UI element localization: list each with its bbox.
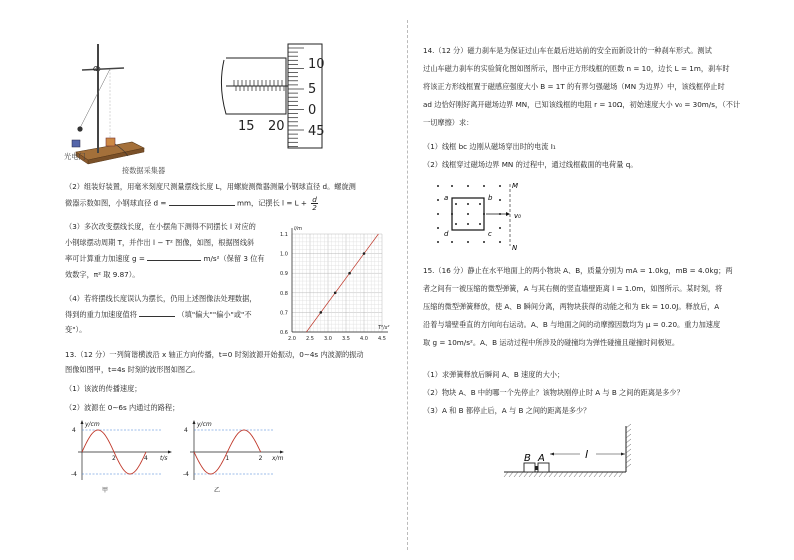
q15-sub1: （1）求弹簧释放后瞬间 A、B 速度的大小； [423,370,565,379]
ground-hatch-line [604,472,608,477]
q12-p3-line4: 效数字，π² 取 9.87）。 [65,270,140,279]
q12-p3-line3 [65,254,265,263]
ground-hatch-line [569,472,573,477]
x-tick-label: 2.0 [288,336,296,342]
q13-sub1: （1）该波的传播速度； [65,384,142,393]
y-tick-label: 4 [184,427,188,434]
ground-hatch-line [519,472,523,477]
q12-p2-text-a: 微器示数如图，小钢球直径 d = [65,198,167,208]
x-axis-label: T²/s² [378,325,390,331]
wall-hatch-line [626,424,631,428]
block-B-label: B [524,453,531,464]
wall-hatch-line [626,444,631,448]
x-tick-label: 4 [144,455,148,462]
y-tick-label: 4 [72,427,76,434]
x-tick-label: 2 [258,455,263,462]
q12-p3-text-b: m/s²（保留 3 位有 [203,254,265,263]
y-axis-arrow [193,420,196,424]
y-tick-label: 0.8 [280,290,288,297]
y-tick-label: 0.6 [280,330,288,336]
wall-hatch-line [626,459,631,463]
field-dot [467,213,469,215]
q12-p2-line1: （2）组装好装置，用毫米刻度尺测量摆线长度 L，用螺旋测微器测量小钢球直径 d。螺旋测 [65,182,356,191]
sleeve-number-15: 15 [238,119,255,134]
q12-p4-line1: （4）若将摆线长度误认为摆长，仍用上述图像法处理数据， [65,294,257,303]
distance-l-label: l [585,448,589,461]
field-dot [499,227,501,229]
ground-hatch-line [539,472,543,477]
corner-a-label: a [444,194,449,202]
vibration-graph-jia [66,418,176,500]
field-dot [467,241,469,243]
x-axis-arrow [168,451,172,454]
ground-hatch-line [609,472,613,477]
half-diameter-fraction [311,196,318,211]
q12-p2-text-b: mm，记摆长 l = L + [237,198,307,208]
q15-line2: 者之间有一被压缩的微型弹簧，A 与其右侧的竖直墙壁距离 l = 1.0m，如图所示。某时刻，将 [423,284,723,293]
field-dot [467,185,469,187]
q12-p3-text-a: 率可计算重力加速度 g = [65,254,145,263]
q14-sub2: （2）线框穿过磁场边界 MN 的过程中，通过线框截面的电荷量 q。 [423,160,638,169]
data-collector-label: 接数据采集器 [122,166,166,175]
ground-hatch-line [524,472,528,477]
photogate-label: 光电门 [64,152,86,161]
q14-line4: ad 边恰好刚好离开磁场边界 MN，已知该线框的电阻 r = 10Ω，初始速度大小 v₀ = 30m/s，（不计 [423,100,741,109]
field-dot [483,185,485,187]
field-dot [455,203,457,205]
ground-hatch-line [544,472,548,477]
y-tick-label: 0.9 [280,271,288,278]
field-dot [455,223,457,225]
x-tick-label: 1 [225,455,230,462]
q13-sub2: （2）波源在 0∼6s 内通过的路程； [65,403,180,412]
q15-sub3: （3）A 和 B 都停止后，A 与 B 之间的距离是多少？ [423,406,591,415]
data-point [334,292,337,295]
sleeve-number-20: 20 [268,119,285,134]
ground-hatch-line [514,472,518,477]
y-axis-label: l/m [294,226,302,232]
x-tick-label: 2.5 [306,336,314,342]
x-axis-label: x/m [272,455,284,462]
ground-hatch-line [584,472,588,477]
ground-hatch-line [574,472,578,477]
wall-hatch-line [626,454,631,458]
field-dot [451,185,453,187]
ground-hatch-line [554,472,558,477]
q12-p4-line3: 变"）。 [65,325,87,334]
velocity-label: v₀ [514,212,521,220]
y-tick-label: 1.1 [280,232,288,238]
ground-hatch-line [619,472,623,477]
wave-graph-yi [178,418,288,500]
x-tick-label: 2 [112,455,116,462]
field-dot [437,199,439,201]
field-dot [437,241,439,243]
diameter-answer-blank[interactable] [169,199,235,206]
figure-caption: 乙 [214,487,221,494]
y-tick-label: 1.0 [280,251,288,258]
q13-line1: 13.（12 分）一列简谐横波沿 x 轴正方向传播，t=0 时刻波源开始振动，0∼4s 内波源的振动 [65,350,364,359]
x-tick-label: 4.5 [378,336,386,342]
x-axis-arrow [280,451,284,454]
field-dot [499,199,501,201]
block-A-label: A [538,453,545,464]
x-tick-label: 4.0 [360,336,368,342]
q12-p4-text-b: （填"偏大""偏小"或"不 [177,310,252,319]
x-tick-label: 3.0 [324,336,332,342]
field-dot [479,223,481,225]
corner-b-label: b [488,194,493,202]
data-point [348,272,351,275]
corner-d-label: d [444,230,449,238]
q12-p3-line2: 小钢球摆动周期 T，并作出 l − T² 图像，如图，根据图线斜 [65,238,255,247]
ground-hatch-line [614,472,618,477]
pendulum-apparatus-figure [62,40,162,170]
figure-caption: 甲 [102,487,109,494]
fraction-denominator: 2 [312,203,317,212]
field-dot [483,241,485,243]
boundary-N-label: N [512,244,518,252]
field-dot [437,227,439,229]
thimble-number-5: 5 [308,82,317,97]
l-vs-T2-chart [278,224,404,346]
wall-hatch-line [626,429,631,433]
x-tick-label: 3.5 [342,336,350,342]
q13-line2: 图像如图甲，t=4s 时刻的波形图如图乙。 [65,365,200,374]
q14-line3: 将该正方形线框置于磁感应强度大小 B = 1T 的有界匀强磁场（MN 为边界）中，该线框停止时 [423,82,725,91]
q15-line5: 取 g = 10m/s²。A、B 运动过程中所涉及的碰撞均为弹性碰撞且碰撞时间极短。 [423,338,680,347]
y-tick-label: -4 [71,471,77,478]
ground-hatch-line [579,472,583,477]
ground-hatch-line [599,472,603,477]
data-point [363,252,366,255]
q12-p4-line2 [65,310,252,319]
ground-hatch-line [564,472,568,477]
thimble-number-10: 10 [308,57,325,72]
ground-hatch-line [509,472,513,477]
data-point [320,311,323,314]
field-dot [437,213,439,215]
ground-hatch-line [559,472,563,477]
thimble-number-0: 0 [308,103,317,118]
q15-line1: 15.（16 分）静止在水平地面上的两小物块 A、B，质量分别为 mA = 1.0kg，mB = 4.0kg；两 [423,266,733,275]
q14-line2: 过山车磁力刹车的实验简化图如图所示，图中正方形线框的匝数 n = 10，边长 L = 1m，刹车时 [423,64,730,73]
ground-hatch-line [549,472,553,477]
ground-hatch-line [529,472,533,477]
q15-line3: 压缩的微型弹簧释放，使 A、B 瞬间分离，两物块获得的动能之和为 Ek = 10.0J。释放后，A [423,302,720,311]
field-dot [437,185,439,187]
wall-hatch-line [626,449,631,453]
boundary-M-label: M [512,182,519,190]
field-dot [499,241,501,243]
ground-hatch-line [589,472,593,477]
wall-hatch-line [626,439,631,443]
q15-line4: 沿着与墙壁垂直的方向向右运动。A、B 与地面之间的动摩擦因数均为 μ = 0.20。重力加速度 [423,320,721,329]
blocks-wall-figure [500,420,650,482]
wall-hatch-line [626,434,631,438]
field-dot [467,203,469,205]
field-dot [467,223,469,225]
ground-hatch-line [534,472,538,477]
field-dot [451,241,453,243]
column-divider [407,20,408,550]
corner-c-label: c [488,230,492,238]
fraction-numerator: d [312,195,317,204]
field-dot [479,203,481,205]
q12-p2-line2 [65,196,318,211]
micrometer-figure [216,38,336,163]
y-axis-arrow [81,420,84,424]
thimble-number-45: 45 [308,124,325,139]
y-axis-label: y/cm [197,421,212,428]
y-axis-label: y/cm [85,421,100,428]
q14-line5: 一切摩擦）求： [423,118,474,127]
field-dot [499,185,501,187]
ground-hatch-line [594,472,598,477]
q15-sub2: （2）物块 A、B 中的哪一个先停止？该物块刚停止时 A 与 B 之间的距离是多少？ [423,388,684,397]
wall-hatch-line [626,464,631,468]
q12-p3-line1: （3）多次改变摆线长度，在小摆角下测得不同摆长 l 对应的 [65,222,256,231]
x-axis-label: t/s [160,455,168,462]
pendulum-pivot-label: O [93,64,99,73]
gravity-answer-blank[interactable] [147,254,201,261]
effect-answer-blank[interactable] [139,310,175,317]
magnetic-field-figure [428,178,538,252]
y-tick-label: -4 [183,471,189,478]
q14-line1: 14.（12 分）磁力刹车是为保证过山车在最后进站前的安全而新设计的一种刹车形式。测试 [423,46,712,55]
ground-hatch-line [504,472,508,477]
q14-sub1: （1）线框 bc 边刚从磁场穿出时的电流 I₁ [423,142,556,151]
q12-p4-text-a: 得到的重力加速度值将 [65,310,137,319]
y-tick-label: 0.7 [280,310,288,317]
